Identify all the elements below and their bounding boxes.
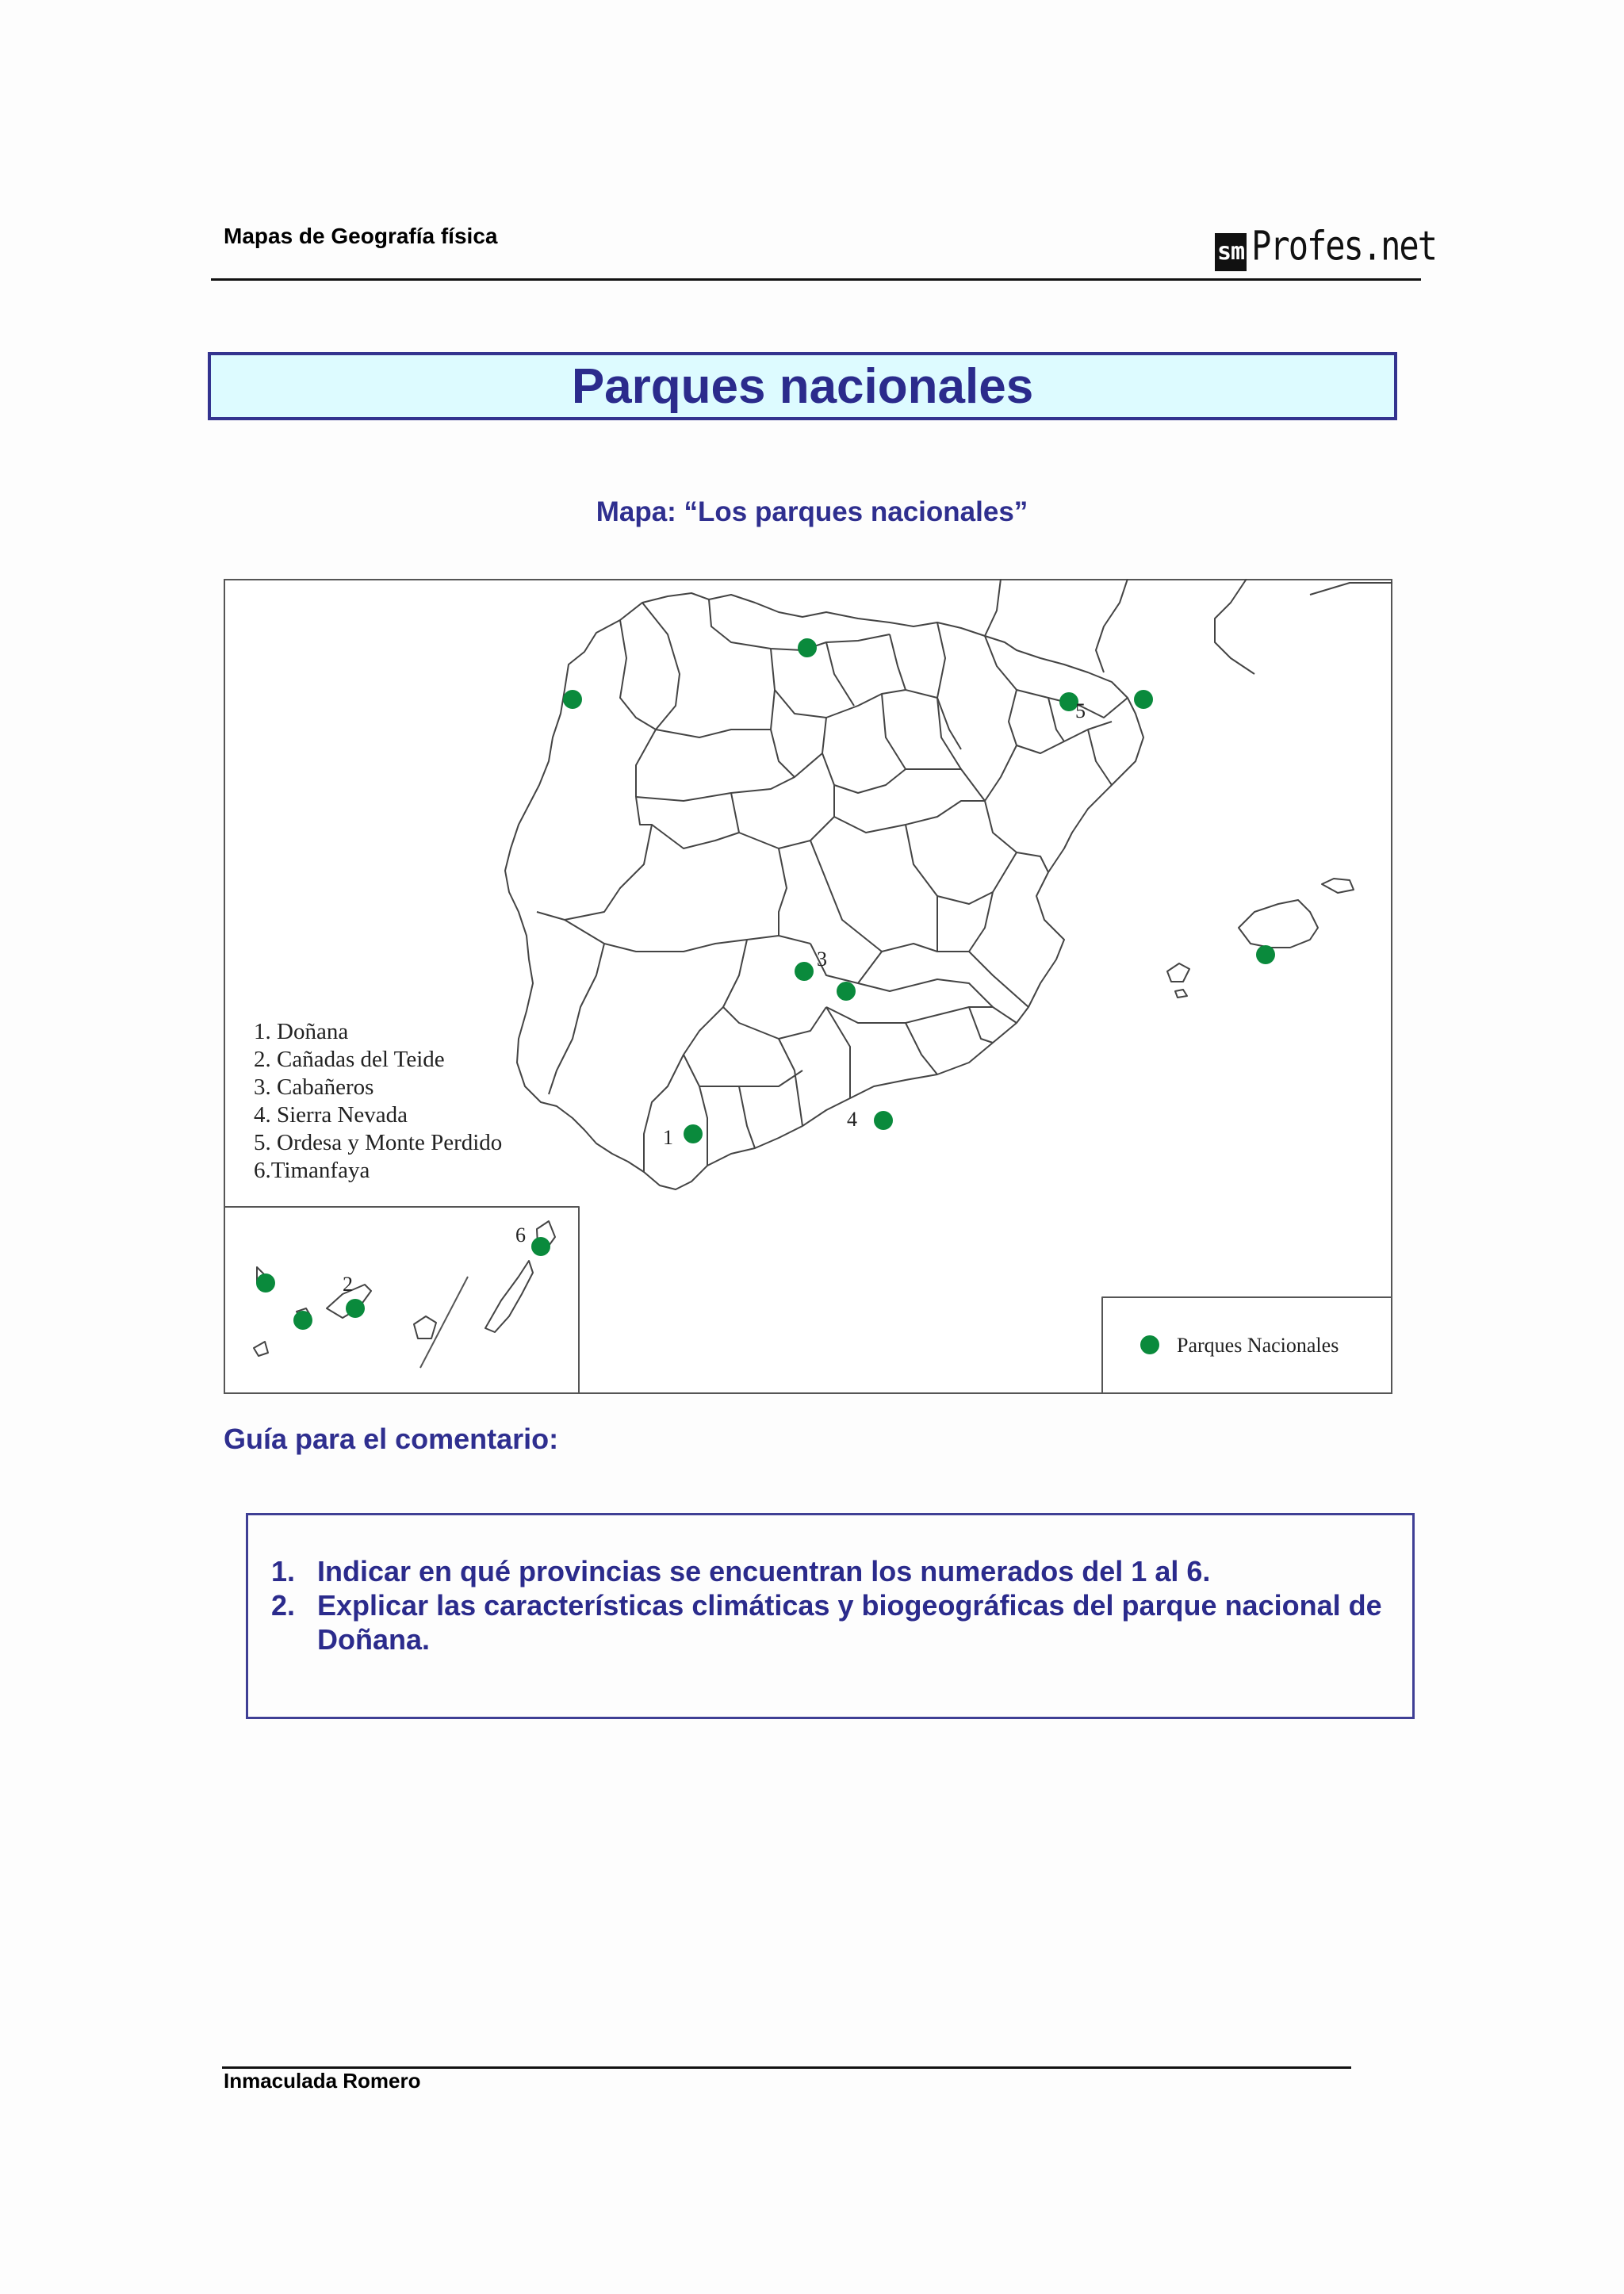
ibiza-island	[1167, 963, 1189, 982]
park-marker-caldera	[256, 1273, 275, 1293]
park-marker-cabaneros-b	[837, 982, 856, 1001]
el-hierro-island	[254, 1342, 268, 1356]
guide-item-text: Indicar en qué provincias se encuentran los numerados del 1 al 6.	[317, 1555, 1211, 1587]
guide-item	[271, 1588, 1397, 1656]
marker-number-3: 3	[817, 948, 827, 971]
park-marker-balearic	[1256, 945, 1275, 964]
logo-wordmark: Profes.net	[1251, 222, 1436, 270]
legend-item: 5. Ordesa y Monte Perdido	[254, 1130, 503, 1155]
guide-list	[271, 1554, 1397, 1656]
marker-number-1: 1	[663, 1126, 673, 1149]
park-markers	[256, 638, 1275, 1354]
guide-item	[271, 1554, 1397, 1588]
footer-author: Inmaculada Romero	[224, 2069, 421, 2093]
guide-item-number: 2.	[271, 1589, 296, 1622]
fuerteventura-island	[485, 1261, 533, 1332]
park-marker-teide	[346, 1299, 365, 1318]
peninsula-outline	[505, 593, 1143, 1189]
park-marker-garajonay	[293, 1311, 312, 1330]
park-legend-list	[254, 1018, 502, 1185]
legend-item: 2. Cañadas del Teide	[254, 1047, 445, 1072]
menorca-island	[1322, 879, 1354, 893]
spain-national-parks-map	[224, 579, 1392, 1394]
legend-item: 6.Timanfaya	[254, 1158, 370, 1183]
guide-item-number: 1.	[271, 1555, 296, 1587]
legend-key-label: Parques Nacionales	[1177, 1334, 1339, 1357]
page-title-box	[208, 352, 1397, 420]
park-marker-sierra-nevada	[874, 1111, 893, 1130]
park-marker-timanfaya	[531, 1237, 550, 1256]
park-marker-donana	[684, 1124, 703, 1143]
map-title: Mapa: “Los parques nacionales”	[596, 496, 1028, 527]
park-marker-cabaneros-a	[795, 962, 814, 981]
document-header-title: Mapas de Geografía física	[224, 224, 498, 248]
profes-net-logo	[1215, 224, 1436, 271]
park-marker-galicia	[563, 690, 582, 709]
marker-number-5: 5	[1075, 699, 1086, 722]
marker-number-4: 4	[847, 1108, 857, 1131]
marker-number-6: 6	[515, 1224, 526, 1247]
page-title: Parques nacionales	[571, 358, 1034, 414]
park-marker-picos	[798, 638, 817, 657]
logo-sm-mark: sm	[1215, 233, 1247, 271]
guide-item-text: Explicar las características climáticas y biogeográficas del parque nacional de Doñana.	[317, 1589, 1382, 1656]
legend-item: 4. Sierra Nevada	[254, 1102, 408, 1128]
gran-canaria-island	[414, 1316, 436, 1338]
mallorca-island	[1239, 900, 1318, 948]
guide-title: Guía para el comentario:	[224, 1423, 559, 1455]
legend-item: 1. Doñana	[254, 1019, 349, 1044]
header-divider	[211, 278, 1421, 281]
park-marker-ordesa-b	[1134, 690, 1153, 709]
legend-item: 3. Cabañeros	[254, 1074, 374, 1100]
legend-key-dot	[1140, 1335, 1159, 1354]
marker-number-2: 2	[343, 1273, 353, 1296]
